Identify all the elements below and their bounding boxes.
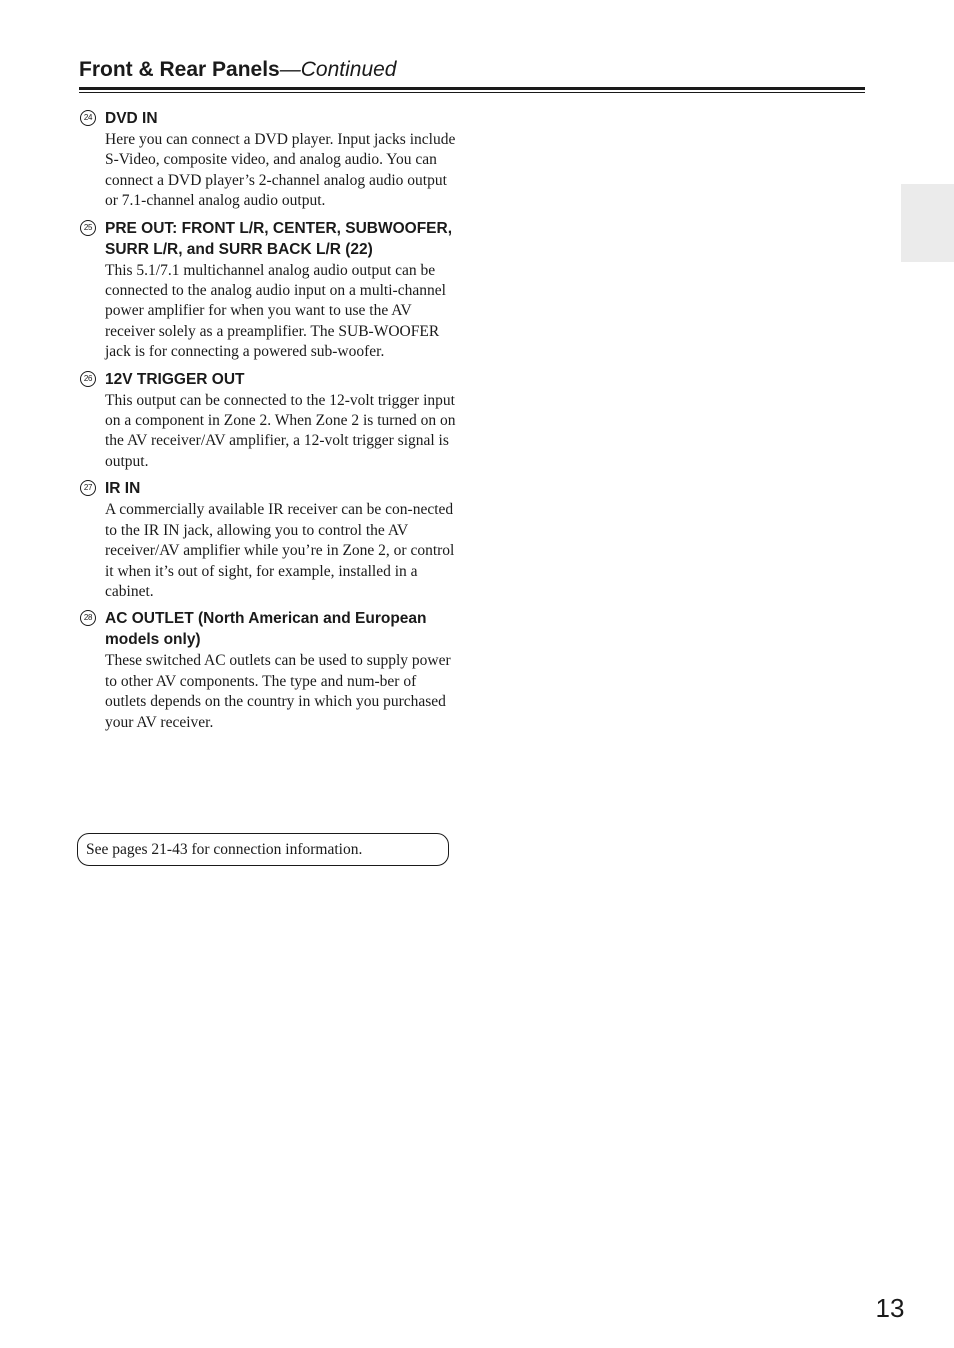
side-tab-marker [901, 184, 954, 262]
connection-note-box [77, 833, 449, 866]
item-description: This output can be connected to the 12-volt trigger input on a component in Zone 2. When Zone 2 is turned on on the AV receiver/AV amplifier, a 12-volt trigger signal is output. [105, 391, 456, 470]
item-heading: 12V TRIGGER OUT [105, 370, 245, 388]
panel-item-ac-outlet [79, 608, 459, 733]
item-heading: PRE OUT: FRONT L/R, CENTER, SUBWOOFER, SURR L/R, and SURR BACK L/R (22) [105, 219, 453, 258]
circled-number-icon: 26 [80, 371, 96, 387]
circled-number-icon: 27 [80, 480, 96, 496]
connection-note-text: See pages 21-43 for connection information. [86, 841, 363, 858]
item-description: These switched AC outlets can be used to supply power to other AV components. The type and num-ber of outlets depends on the country in which you purchased your AV receiver. [105, 652, 451, 731]
page-header-title [79, 56, 396, 84]
item-heading: DVD IN [105, 110, 158, 127]
panel-item-pre-out [79, 218, 459, 363]
panel-item-list [79, 108, 459, 739]
item-description: A commercially available IR receiver can be con-nected to the IR IN jack, allowing you to control the AV receiver/AV amplifier while you’re in Zone 2, or control it when it’s out of sight, for example, installed in a cabinet. [105, 501, 455, 600]
header-title-continued: —Continued [279, 58, 397, 81]
item-heading: AC OUTLET (North American and European models only) [105, 610, 427, 649]
header-rule-thick [79, 87, 865, 90]
header-rule-thin [79, 92, 865, 93]
header-title-text: Front & Rear Panels [79, 58, 280, 81]
circled-number-icon: 28 [80, 610, 96, 626]
panel-item-ir-in [79, 478, 459, 602]
item-heading: IR IN [105, 480, 141, 498]
panel-item-12v-trigger-out [79, 369, 459, 473]
item-description: Here you can connect a DVD player. Input jacks include S-Video, composite video, and analog audio. You can connect a DVD player’s 2-channel analog audio output or 7.1-channel analog audio output. [105, 131, 456, 210]
item-description: This 5.1/7.1 multichannel analog audio output can be connected to the analog audio input on a multi-channel power amplifier for when you want to use the AV receiver solely as a preamplifier. The SUB-WOOFER jack is for connecting a powered sub-woofer. [105, 261, 446, 361]
page-number: 13 [875, 1293, 905, 1323]
circled-number-icon: 24 [80, 110, 96, 126]
panel-item-dvd-in [79, 108, 459, 212]
circled-number-icon: 25 [80, 220, 96, 236]
